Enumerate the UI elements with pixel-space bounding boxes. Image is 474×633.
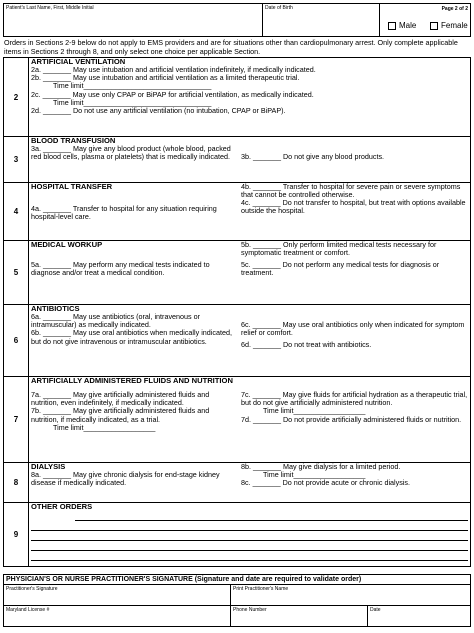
page-number: Page 2 of 2 xyxy=(441,6,468,12)
signature-block xyxy=(3,574,471,627)
male-checkbox[interactable] xyxy=(388,21,416,30)
option-8b[interactable]: 8b. _______ May give dialysis for a limited period. xyxy=(241,462,401,472)
option-6c[interactable]: 6c. _______ May use oral antibiotics only when indicated for symptom relief or comfort. xyxy=(241,320,465,338)
section-7 xyxy=(4,377,471,463)
section-number: 4 xyxy=(4,183,29,241)
section-5 xyxy=(4,241,471,305)
other-orders-line[interactable] xyxy=(31,531,468,541)
section-title: OTHER ORDERS xyxy=(31,502,93,512)
other-orders-line[interactable] xyxy=(31,541,468,551)
section-number: 6 xyxy=(4,305,29,377)
section-title: MEDICAL WORKUP xyxy=(31,240,103,250)
form-page xyxy=(3,3,471,627)
section-number: 8 xyxy=(4,463,29,503)
date-label: Date xyxy=(370,607,381,614)
option-8a[interactable]: 8a. _______ May give chronic dialysis for end-stage kidney disease if medically indicated. xyxy=(31,470,220,488)
option-6a[interactable]: 6a. _______ May use antibiotics (oral, intravenous or intramuscular) as medically indicated. xyxy=(31,312,201,330)
section-number: 5 xyxy=(4,241,29,305)
option-8c[interactable]: 8c. _______ Do not provide acute or chronic dialysis. xyxy=(241,478,411,488)
phone-label: Phone Number xyxy=(233,607,267,614)
section-title: DIALYSIS xyxy=(31,462,66,472)
signature-label: Practitioner's Signature xyxy=(6,586,58,593)
section-8 xyxy=(4,463,471,503)
section-number: 2 xyxy=(4,58,29,137)
option-4b[interactable]: 4b. _______ Transfer to hospital for severe pain or severe symptoms that cannot be controlled otherwise. xyxy=(241,182,461,200)
time-limit-field[interactable]: Time limit__________________ xyxy=(263,406,366,416)
license-field[interactable] xyxy=(4,606,231,626)
option-2c[interactable]: 2c. _______ May use only CPAP or BiPAP for artificial ventilation, as medically indicated. xyxy=(31,89,314,99)
signature-field[interactable] xyxy=(4,585,231,605)
license-label: Maryland License # xyxy=(6,607,50,614)
section-title: ARTIFICIAL VENTILATION xyxy=(31,57,126,67)
option-2b[interactable]: 2b. _______ May use intubation and artificial ventilation as a limited therapeutic trial. xyxy=(31,73,300,83)
print-name-field[interactable] xyxy=(231,585,470,605)
phone-field[interactable] xyxy=(231,606,368,626)
time-limit-field[interactable]: Time limit__________________ xyxy=(53,422,156,432)
instructions: Orders in Sections 2-9 below do not apply to EMS providers and are for situations other than cardiopulmonary arrest. Only complete applicable items in Sections 2 through 8, and only select one choice per applicable Section. xyxy=(4,38,458,56)
section-title: HOSPITAL TRANSFER xyxy=(31,182,113,192)
patient-name-label: Patient's Last Name, First, Middle Initial xyxy=(6,5,94,11)
other-orders-line[interactable] xyxy=(75,511,468,521)
print-name-label: Print Practitioner's Name xyxy=(233,586,289,593)
section-3 xyxy=(4,137,471,183)
section-title: BLOOD TRANSFUSION xyxy=(31,136,116,146)
option-2a[interactable]: 2a. _______ May use intubation and artificial ventilation indefinitely, if medically indicated. xyxy=(31,65,316,75)
sex-field xyxy=(380,4,470,36)
section-4 xyxy=(4,183,471,241)
time-limit-field[interactable]: Time limit__________________ xyxy=(263,470,366,480)
patient-header xyxy=(3,3,471,37)
other-orders-line[interactable] xyxy=(31,551,468,561)
option-5c[interactable]: 5c. _______ Do not perform any medical tests for diagnosis or treatment. xyxy=(241,260,440,278)
female-label: Female xyxy=(441,21,468,30)
option-4c[interactable]: 4c. _______ Do not transfer to hospital, but treat with options available outside the hospital. xyxy=(241,198,466,216)
option-7b[interactable]: 7b. _______ May give artificially administered fluids and nutrition, if medically indicated, as a trial. xyxy=(31,406,210,424)
option-3a[interactable]: 3a. _______ May give any blood product (whole blood, packed red blood cells, plasma or platelets) that is medically indicated. xyxy=(31,144,231,162)
section-number: 7 xyxy=(4,377,29,463)
option-2d[interactable]: 2d. _______ Do not use any artificial ventilation (no intubation, CPAP or BiPAP). xyxy=(31,105,286,115)
orders-table xyxy=(3,57,471,567)
option-6b[interactable]: 6b. _______ May use oral antibiotics when medically indicated, but do not give intravenous or intramuscular antibiotics. xyxy=(31,328,232,346)
option-7d[interactable]: 7d. _______ Do not provide artificially administered fluids or nutrition. xyxy=(241,414,462,424)
option-5a[interactable]: 5a. _______ May perform any medical tests indicated to diagnose and/or treat a medical condition. xyxy=(31,260,210,278)
dob-label: Date of Birth xyxy=(265,5,293,11)
option-6d[interactable]: 6d. _______ Do not treat with antibiotics. xyxy=(241,340,372,350)
female-checkbox[interactable] xyxy=(430,21,468,30)
section-2 xyxy=(4,58,471,137)
other-orders-line[interactable] xyxy=(31,521,468,531)
option-5b[interactable]: 5b. _______ Only perform limited medical tests necessary for symptomatic treatment or comfort. xyxy=(241,240,437,258)
section-6 xyxy=(4,305,471,377)
section-number: 9 xyxy=(4,503,29,567)
signature-title: PHYSICIAN'S OR NURSE PRACTITIONER'S SIGNATURE (Signature and date are required to validate order) xyxy=(4,575,470,585)
checkbox-icon xyxy=(430,22,438,30)
option-7a[interactable]: 7a. _______ May give artificially administered fluids and nutrition, even indefinitely, if medically indicated. xyxy=(31,390,210,408)
section-number: 3 xyxy=(4,137,29,183)
option-7c[interactable]: 7c. _______ May give fluids for artificial hydration as a therapeutic trial, but do not give artificially administered nutrition. xyxy=(241,390,468,408)
option-4a[interactable]: 4a. _______ Transfer to hospital for any situation requiring hospital-level care. xyxy=(31,204,217,222)
section-9 xyxy=(4,503,471,567)
time-limit-field[interactable]: Time limit________________________________ xyxy=(53,97,212,107)
option-3b[interactable]: 3b. _______ Do not give any blood products. xyxy=(241,152,385,162)
patient-name-field[interactable] xyxy=(4,4,263,36)
dob-field[interactable] xyxy=(263,4,380,36)
section-title: ANTIBIOTICS xyxy=(31,304,80,314)
date-field[interactable] xyxy=(368,606,470,626)
section-title: ARTIFICIALLY ADMINISTERED FLUIDS AND NUTRITION xyxy=(31,376,233,386)
time-limit-field[interactable]: Time limit________________________________ xyxy=(53,81,212,91)
male-label: Male xyxy=(399,21,417,30)
checkbox-icon xyxy=(388,22,396,30)
